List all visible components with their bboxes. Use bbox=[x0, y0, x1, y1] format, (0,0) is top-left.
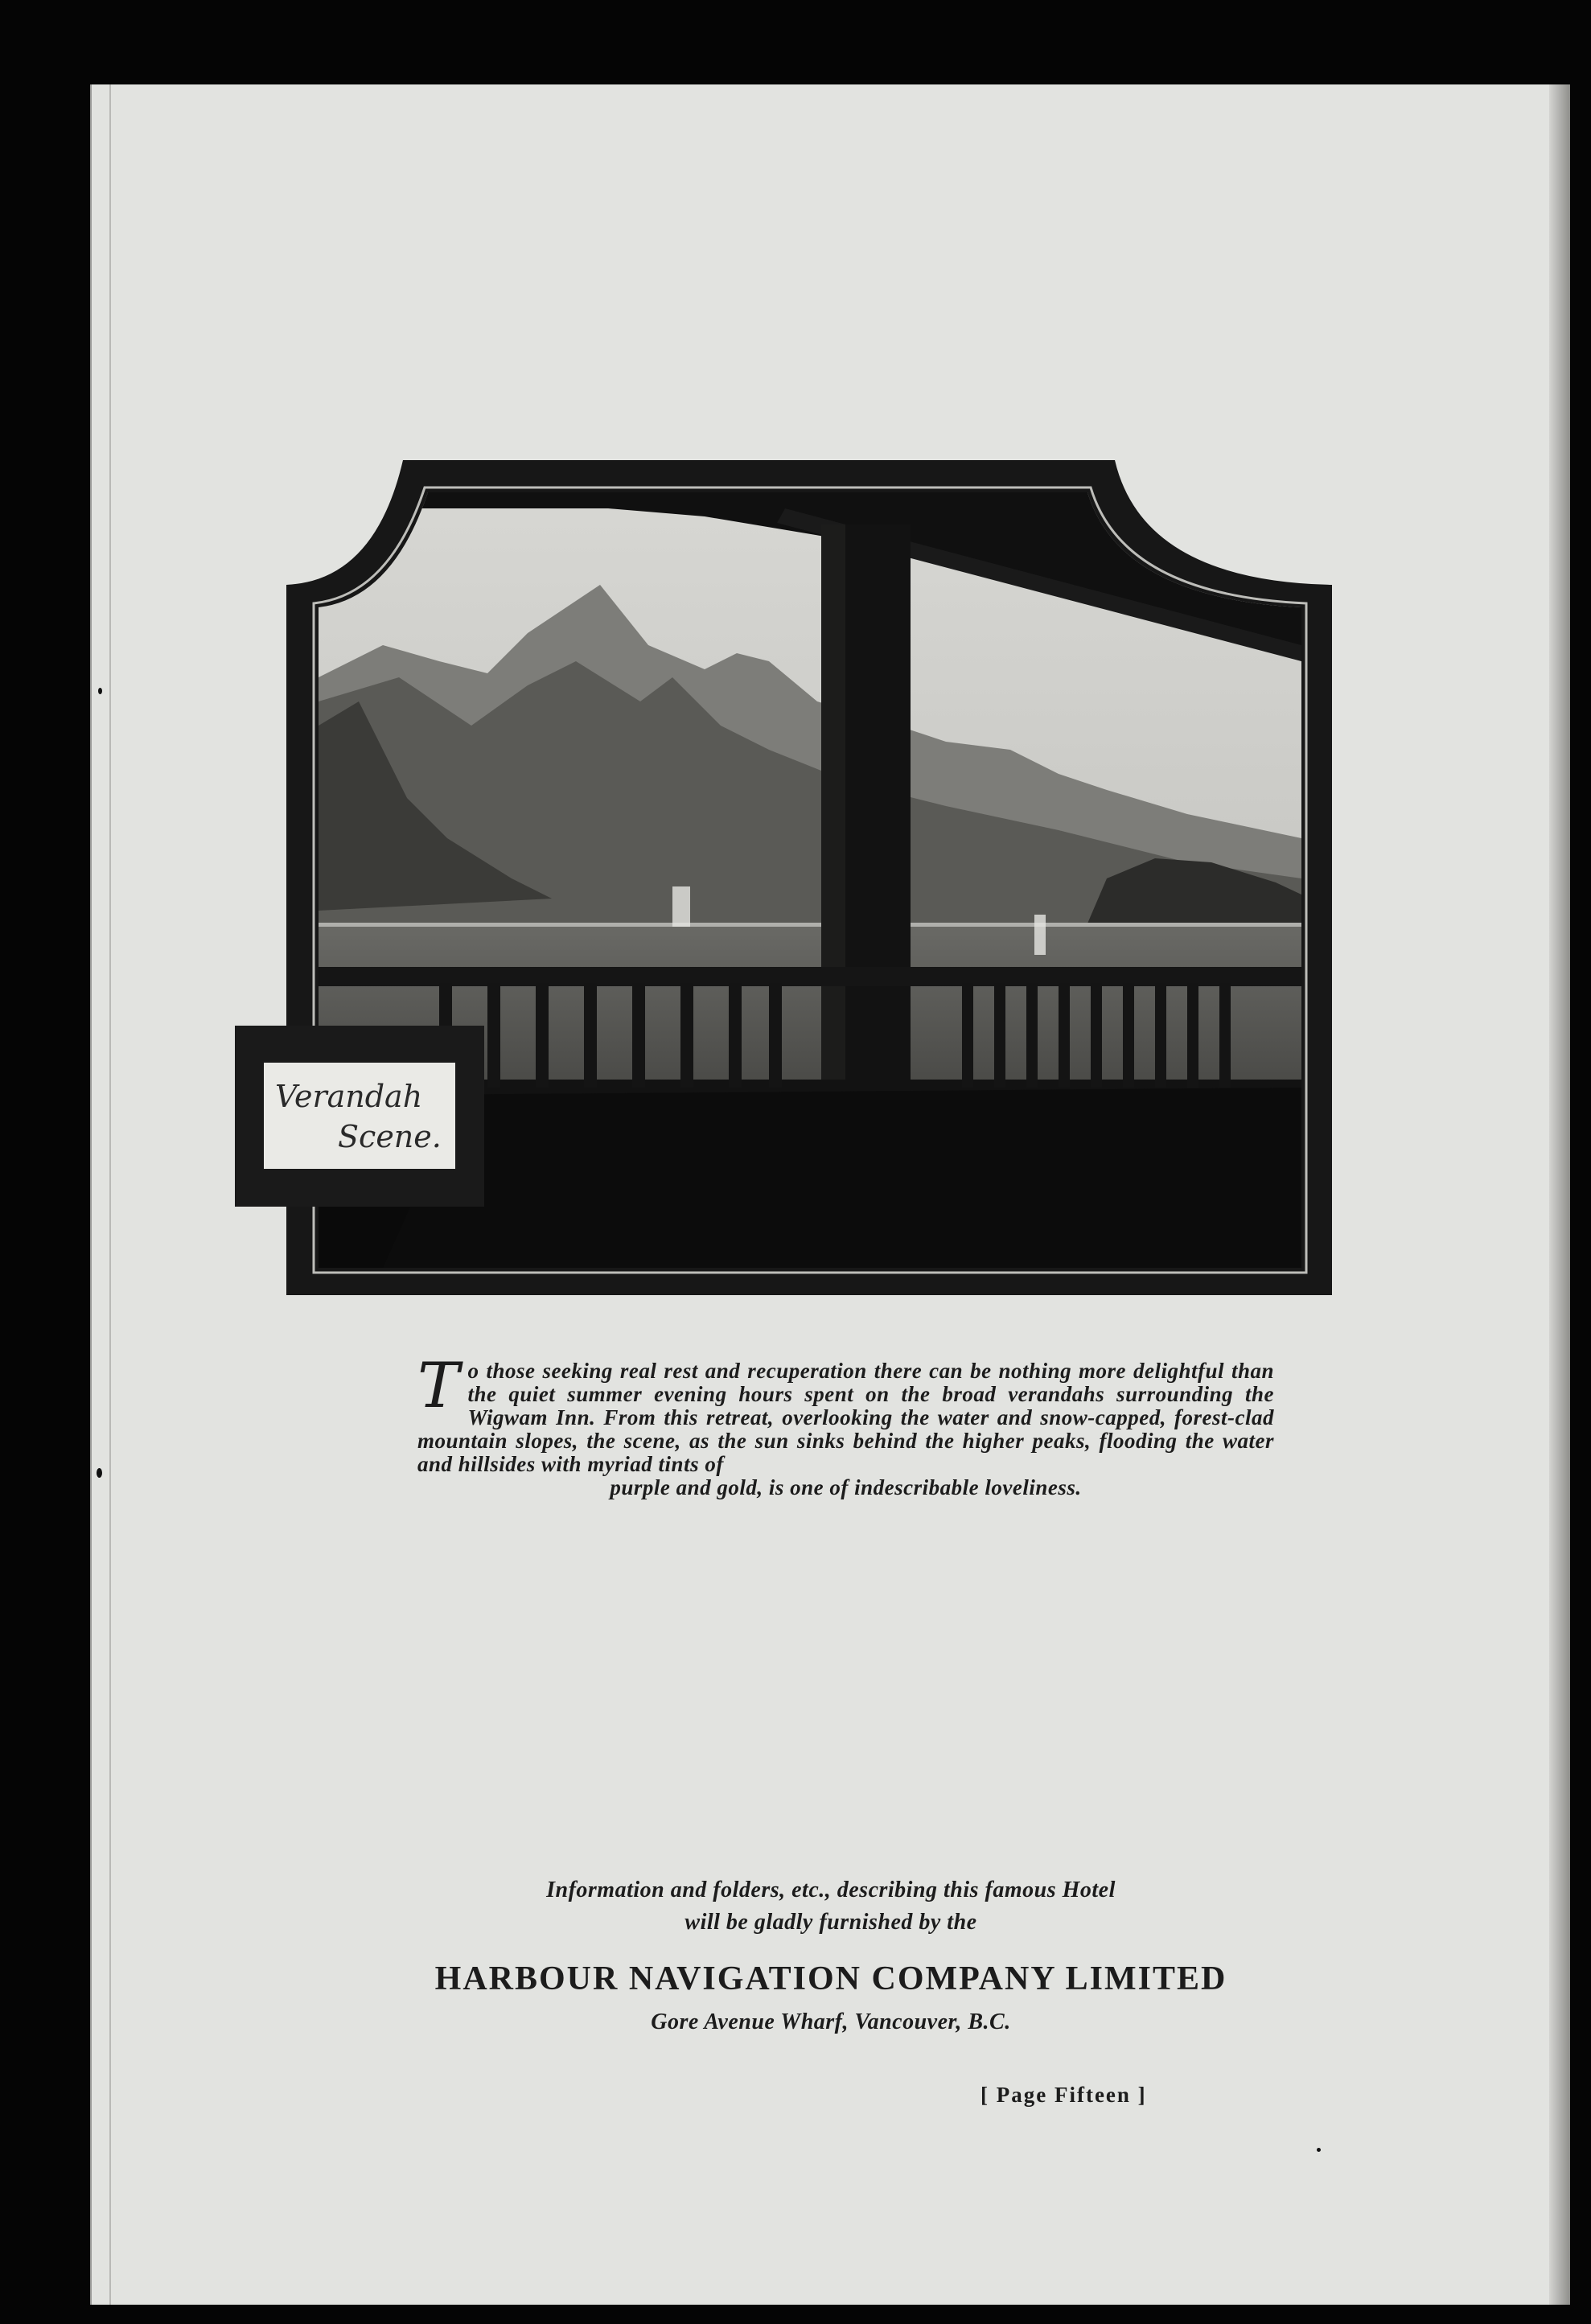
caption-line-1: Verandah bbox=[275, 1079, 423, 1114]
page-number: [ Page Fifteen ] bbox=[980, 2083, 1147, 2107]
scan-speck bbox=[98, 688, 102, 694]
info-line-2: will be gladly furnished by the bbox=[684, 1910, 977, 1935]
caption-panel bbox=[235, 1026, 484, 1207]
caption-label bbox=[264, 1063, 455, 1169]
company-address: Gore Avenue Wharf, Vancouver, B.C. bbox=[651, 2009, 1011, 2034]
body-last-line: purple and gold, is one of indescribable loveliness. bbox=[610, 1475, 1082, 1499]
drop-cap: T bbox=[417, 1350, 460, 1422]
body-paragraph bbox=[417, 1350, 1274, 1499]
scan-speck bbox=[97, 1468, 102, 1478]
caption-line-2: Scene. bbox=[338, 1119, 442, 1154]
body-text: o those seeking real rest and recuperation there can be nothing more delightful than the quiet summer evening hours spent on the broad verandahs surrounding the Wigwam Inn. From this retreat, overlooking the water and snow-capped, forest-clad mountain slopes, the scene, as the sun sinks behind the higher peaks, flooding the water and hillsides with myriad tints of bbox=[417, 1359, 1274, 1476]
scan-speck bbox=[1317, 2148, 1321, 2152]
info-block bbox=[92, 1874, 1570, 2038]
info-line-1: Information and folders, etc., describing this famous Hotel bbox=[546, 1878, 1116, 1902]
page bbox=[90, 84, 1570, 2305]
company-name: HARBOUR NAVIGATION COMPANY LIMITED bbox=[434, 1960, 1227, 1997]
